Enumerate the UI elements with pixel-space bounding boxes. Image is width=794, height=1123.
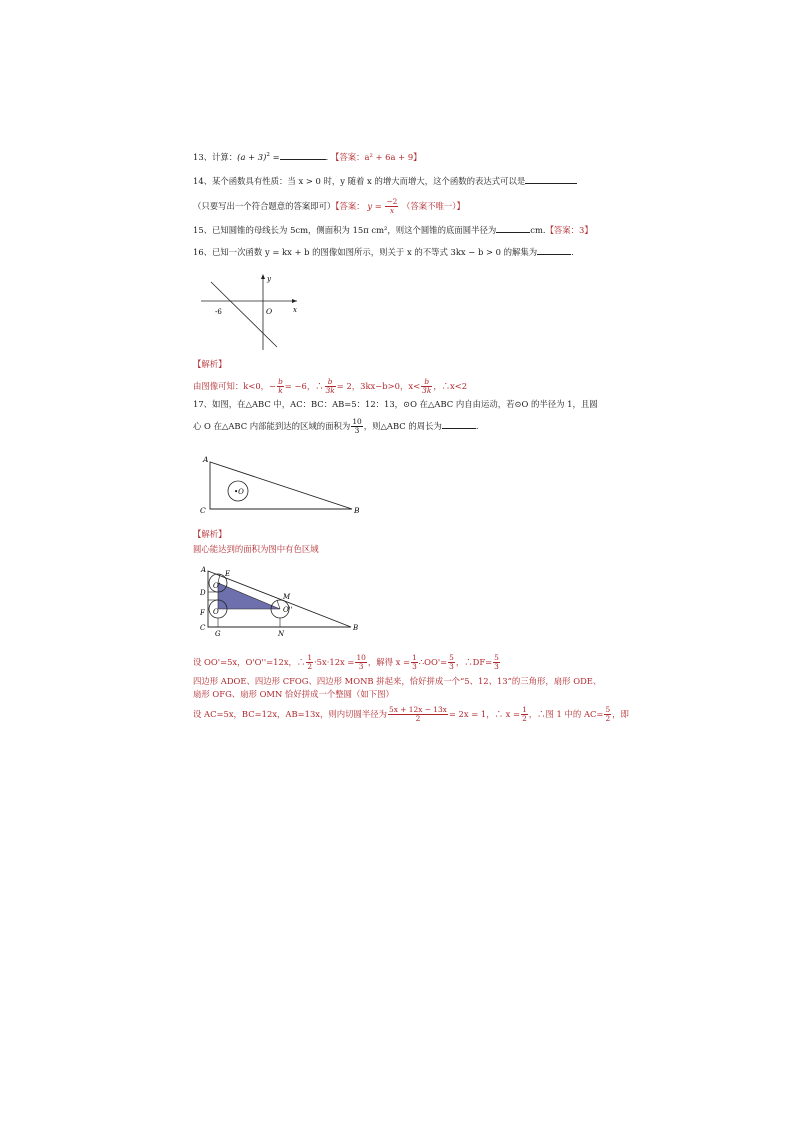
question-13: 13、计算：$(a + 3)^2$ = . 【答案：a² + 6a + 9】 (193, 152, 422, 162)
label-d: D (200, 589, 206, 597)
solution-17-step2: 四边形 ADOE、四边形 CFOG、四边形 MONB 拼起来，恰好拼成一个“5、12、13”的三角形，扇形 ODE、 (193, 676, 602, 686)
origin-label: O (266, 307, 273, 316)
answer-blank (537, 245, 571, 255)
vertex-a-label: A (203, 455, 209, 464)
solution-17-step1: 设 OO'=5x，O'O''=12x，∴ $\frac{1}{2}$ ·5x·12x = $\frac{10}{3}$ ，解得 x = $\frac{1}{3}$ ∴OO'= $\frac{5}{3}$ ，∴DF= $\frac{5}{3}$ (193, 653, 499, 671)
solution-17-step3: 扇形 OFG、扇形 OMN 恰好拼成一个整圆（如下图） (193, 689, 394, 699)
label-m: M (283, 593, 291, 601)
vertex-c-label: C (200, 506, 206, 515)
label-b: B (353, 624, 359, 632)
solution-17-tag: 【解析】 (193, 529, 227, 539)
x-axis-arrow (292, 299, 297, 303)
label-f: F (200, 609, 205, 617)
question-17-line2: 心 O 在△ABC 内部能到达的区域的面积为 $\frac{10}{3}$ ，则△ABC 的周长为 . (193, 417, 479, 435)
solution-16-tag: 【解析】 (193, 359, 227, 369)
label-o: O (213, 608, 219, 616)
vertex-b-label: B (354, 506, 360, 515)
x-intercept-label: -6 (215, 308, 222, 316)
question-16: 16、已知一次函数 y = kx + b 的图像如图所示，则关于 x 的不等式 3kx − b > 0 的解集为 . (193, 247, 574, 257)
label-a: A (201, 566, 207, 574)
y-axis-label: y (267, 275, 271, 283)
question-14-line2: （只要写出一个符合题意的答案即可）【答案： y = $\frac{-2}{x}$ （答案不唯一）】 (193, 197, 465, 215)
solution-16-body: 由图像可知：k<0，− $\frac{b}{k}$ = −6，∴ $\frac{b}{3k}$ = 2，3kx−b>0，x< $\frac{b}{3k}$ ，∴x<2 (193, 377, 468, 395)
label-g: G (215, 630, 221, 638)
center-o-label: •O (234, 488, 244, 496)
solution-figure (196, 563, 366, 638)
question-17-line1: 17、如图，在△ABC 中，AC：BC：AB=5：12：13，⊙O 在△ABC 内自由运动，若⊙O 的半径为 1，且圆 (193, 399, 598, 409)
y-axis-arrow (261, 274, 265, 279)
label-n: N (278, 630, 285, 638)
x-axis-label: x (293, 306, 297, 314)
label-c: C (200, 624, 206, 632)
answer-13: 【答案：a² + 6a + 9】 (330, 152, 422, 162)
label-o-prime: O' (213, 582, 221, 590)
linear-function-graph (193, 270, 303, 354)
question-14-line1: 14、某个函数具有性质：当 x > 0 时，y 随着 x 的增大而增大，这个函数的表达式可以是 (193, 174, 577, 187)
question-15: 15、已知圆锥的母线长为 5cm，侧面积为 15π cm²，则这个圆锥的底面圆半径为 cm.【答案：3】 (193, 225, 593, 235)
label-o-double-prime: O'' (283, 606, 293, 614)
solution-17-intro: 圆心能达到的面积为图中有色区域 (193, 544, 319, 554)
label-e: E (225, 570, 231, 578)
answer-blank (442, 419, 476, 429)
answer-14-fraction: $\frac{-2}{x}$ (386, 197, 398, 215)
solution-17-step4: 设 AC=5x，BC=12x，AB=13x，则内切圆半径为 $\frac{5x + 12x - 13x}{2}$ = 2x = 1，∴ x = $\frac{1}{2}$ ，∴图 1 中的 AC= $\frac{5}{2}$ ，即 (193, 705, 629, 723)
answer-blank (525, 174, 577, 184)
answer-blank (496, 223, 530, 233)
answer-blank (280, 150, 326, 160)
triangle-figure (196, 450, 366, 518)
triangle-abc (210, 462, 352, 509)
